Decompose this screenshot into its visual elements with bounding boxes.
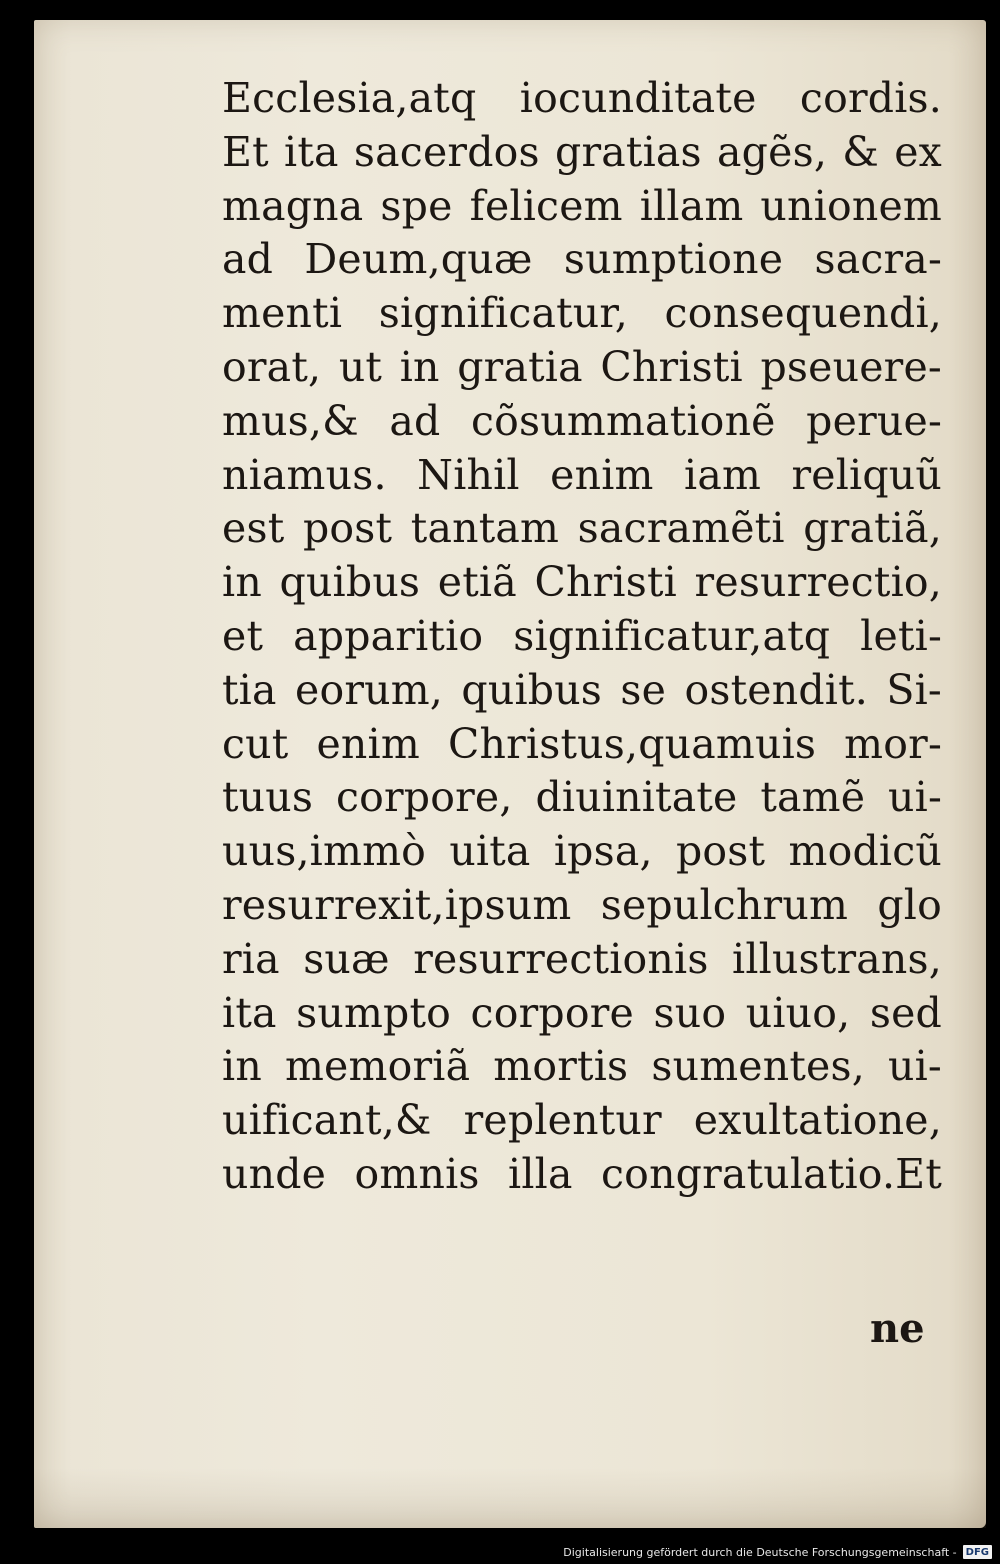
text-line: niamus. Nihil enim iam reliquũ	[222, 450, 942, 499]
text-line: tia eorum, quibus se ostendit. Si-	[222, 665, 942, 714]
text-line: menti significatur, consequendi,	[222, 289, 942, 338]
text-line: Ecclesia,atq iocunditate cordis.	[222, 74, 942, 122]
footer-text: Digitalisierung gefördert durch die Deutsche Forschungsgemeinschaft -	[563, 1545, 957, 1559]
text-line: magna spe felicem illam unionem	[222, 181, 942, 230]
text-line: uus,immò uita ipsa, post modicũ	[222, 827, 942, 876]
footer-credit	[0, 1540, 1000, 1564]
text-line: in memoriã mortis sumentes, ui-	[222, 1042, 942, 1091]
text-line: est post tantam sacramẽti gratiã,	[222, 504, 942, 553]
dfg-logo-icon: DFG	[963, 1545, 992, 1559]
text-line: orat, ut in gratia Christi pseuere-	[222, 342, 942, 391]
text-line: Et ita sacerdos gratias agẽs, & ex	[222, 127, 942, 176]
text-line: et apparitio significatur,atq leti-	[222, 611, 942, 660]
text-line: ria suæ resurrectionis illustrans,	[222, 934, 942, 983]
text-line: unde omnis illa congratulatio.Et	[222, 1149, 942, 1198]
text-line: uificant,& replentur exultatione,	[222, 1096, 942, 1145]
text-line: tuus corpore, diuinitate tamẽ ui-	[222, 773, 942, 822]
text-line: ad Deum,quæ sumptione sacra-	[222, 235, 942, 284]
text-line: cut enim Christus,quamuis mor-	[222, 719, 942, 768]
page-text	[222, 72, 942, 1202]
text-line: ita sumpto corpore suo uiuo, sed	[222, 988, 942, 1037]
text-line: mus,& ad cõsummationẽ perue-	[222, 396, 942, 445]
text-line: resurrexit,ipsum sepulchrum glo	[222, 880, 942, 929]
catchword: ne	[870, 1305, 925, 1352]
text-line: in quibus etiã Christi resurrectio,	[222, 558, 942, 607]
